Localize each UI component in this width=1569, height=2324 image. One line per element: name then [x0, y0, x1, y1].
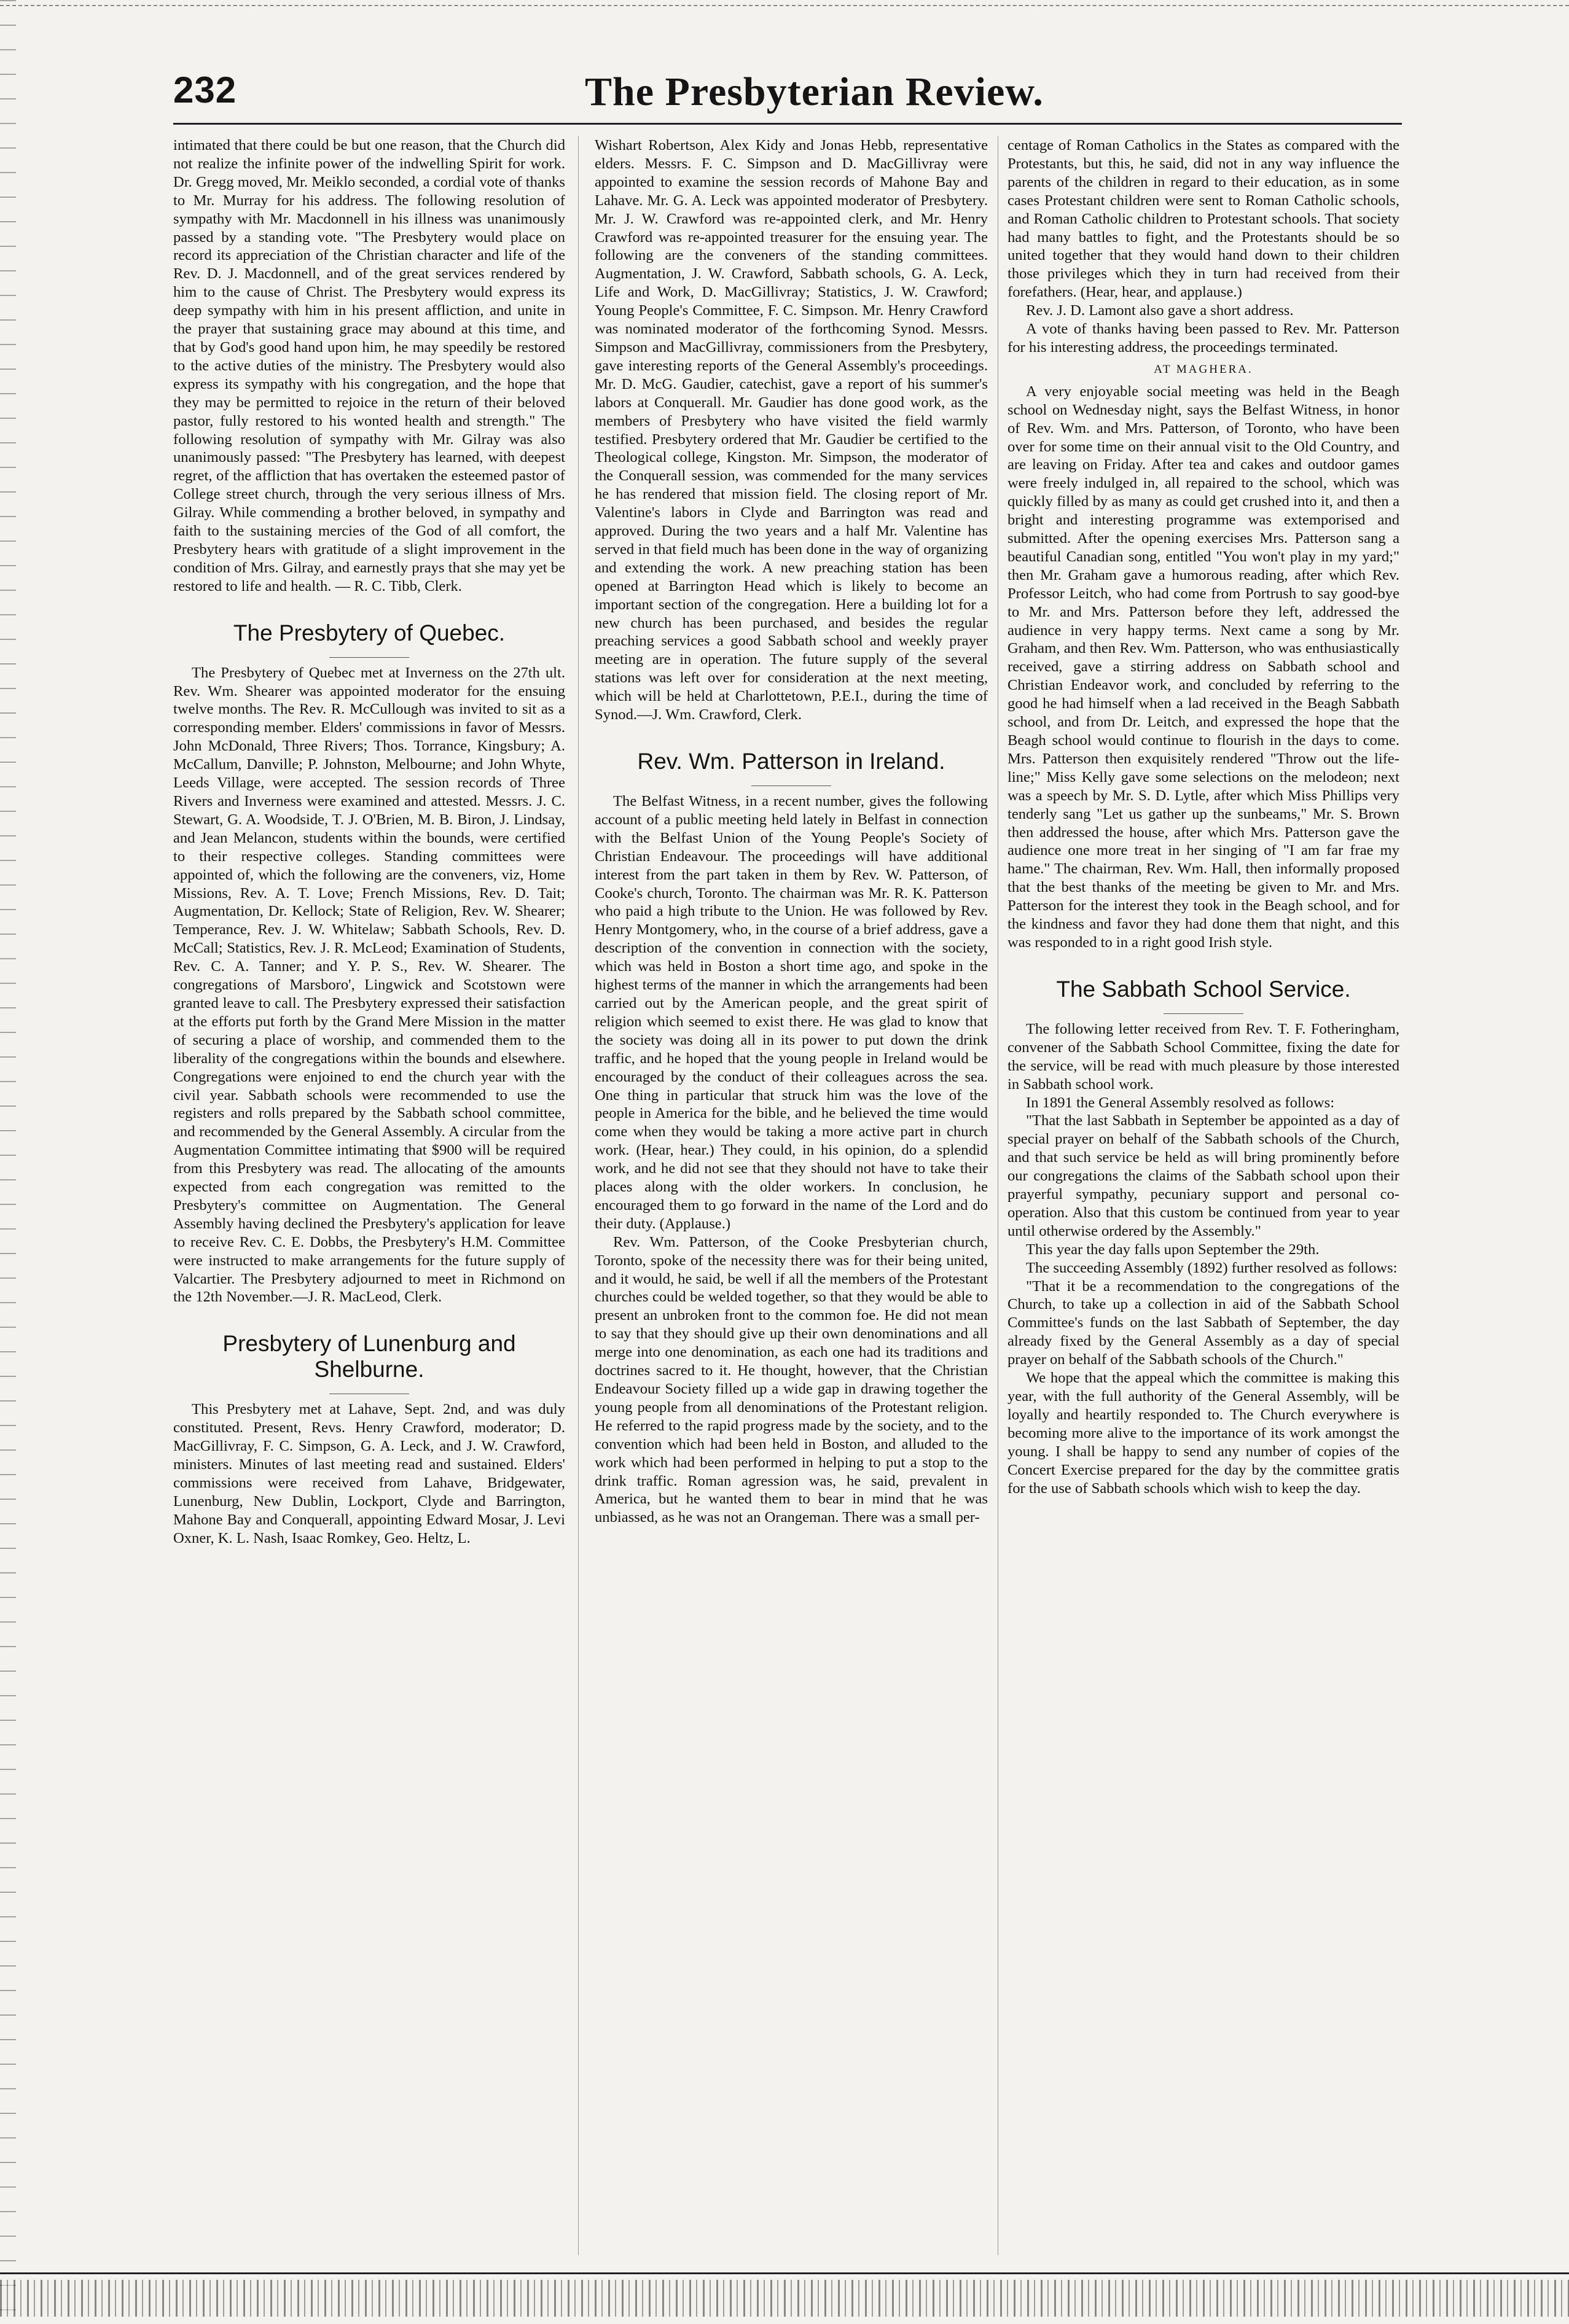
- paragraph: The Belfast Witness, in a recent number, gives the following account of a public meeting held lately in Belfast in connection with the Belfast Union of the Young People's Society of Christian Endeavour. The proceedings will have additional interest from the part taken in them by Rev. W. Patterson, of Cooke's church, Toronto. The chairman was Mr. R. K. Patterson who paid a high tribute to the Union. He was followed by Rev. Henry Montgomery, who, in the course of a brief address, gave a description of the convention in connection with the society, which was held in Boston a short time ago, and spoke in the highest terms of the manner in which the arrangements had been carried out by the American people, and the great spirit of religion which seemed to exist there. He was glad to know that the society was doing all in its power to put down the drink traffic, and he hoped that the young people in Ireland would be encouraged by the conduct of their colleagues across the sea. One thing in particular that struck him was the love of the people in America for the bible, and he believed the time would come when they would be taking a more active part in church work. (Hear, hear.) They could, in his opinion, do a splendid work, and he did not see that they should not have to take their places along with the older workers. In conclusion, he encouraged them to go forward in the name of the Lord and do their duty. (Applause.): [595, 793, 988, 1232]
- article-title: Presbytery of Lunenburg and Shelburne.: [222, 1331, 516, 1382]
- title-underline: [329, 657, 409, 658]
- column-separator: [578, 136, 579, 2255]
- paragraph: A very enjoyable social meeting was held in the Beagh school on Wednesday night, says the Belfast Witness, in honor of Rev. Wm. and Mrs. Patterson, of Toronto, who have been over for some time on their annual visit to the Old Country, and are leaving on Friday. After tea and cakes and outdoor games were freely indulged in, all repaired to the school, which was quickly filled by as many as could get crushed into it, and then a bright and interesting programme was extemporised and submitted. After the opening exercises Mrs. Patterson sang a beautiful Canadian song, entitled "You won't play in my yard;" then Mr. Graham gave a humorous reading, after which Rev. Professor Leitch, who had come from Portrush to say good-bye to Mr. and Mrs. Patterson before they left, addressed the audience in very happy terms. Next came a song by Mr. Graham, and then Rev. Wm. Patterson, who was enthusiastically received, gave a stirring address on Sabbath school and Christian Endeavor work, and concluded by referring to the good he had himself when a lad received in the Beagh Sabbath school, and from Dr. Leitch, and expressed the hope that the Beagh school would continue to flourish in the days to come. Mrs. Patterson then exquisitely rendered "Throw out the life-line;" Miss Kelly gave some selections on the melodeon; next was a speech by Mr. S. D. Lytle, after which Miss Phillips very tenderly sang "Let us gather up the sunbeams," Mr. S. Brown then addressed the house, after which Mrs. Patterson gave the audience one more treat in her singing of "I am far frae my hame." The chairman, Rev. Wm. Hall, then informally proposed that the best thanks of the meeting be given to Mr. and Mrs. Patterson for the interest they took in the Beagh school, and for the kindness and favor they had done them that night, and this was responded to in a right good Irish style.: [1008, 383, 1399, 951]
- column-3: [1008, 136, 1399, 2258]
- paragraph: intimated that there could be but one reason, that the Church did not realize the infinite power of the indwelling Spirit for work. Dr. Gregg moved, Mr. Meiklo seconded, a cordial vote of thanks to Mr. Murray for his address. The following resolution of sympathy with Mr. Macdonnell in his illness was unanimously passed by a standing vote. "The Presbytery would place on record its appreciation of the Christian character and life of the Rev. D. J. Macdonnell, and of the great services rendered by him to the cause of Christ. The Presbytery would express its deep sympathy with him in his present affliction, and unite in the prayer that sustaining grace may abound at this time, and that by God's good hand upon him, he may speedily be restored to the active duties of the ministry. The Presbytery would also express its sympathy with his congregation, and the hope that they may be permitted to rejoice in the return of their beloved pastor, fully restored to his wonted health and strength." The following resolution of sympathy with Mr. Gilray was also unanimously passed: "The Presbytery has learned, with deepest regret, of the affliction that has overtaken the esteemed pastor of College street church, through the very serious illness of Mrs. Gilray. While commending a brother beloved, in sympathy and faith to the sustaining mercies of the God of all comfort, the Presbytery hears with gratitude of a slight improvement in the condition of Mrs. Gilray, and earnestly prays that she may yet be restored to life and health. — R. C. Tibb, Clerk.: [173, 137, 565, 595]
- paragraph: Rev. Wm. Patterson, of the Cooke Presbyterian church, Toronto, spoke of the necessity there was for their being united, and it would, he said, be well if all the members of the Protestant churches could be welded together, so that they would be able to present an unbroken front to the common foe. He did not mean to say that they should give up their own denominations and all merge into one denomination, as each one had its traditions and doctrines sacred to it. He thought, however, that the Christian Endeavour Society filled up a wide gap in drawing together the young people from all denominations of the Protestant religion. He referred to the rapid progress made by the society, and to the convention which had been held in Boston, and alluded to the work which had been performed in helping to put a stop to the drink traffic. Roman agression was, he said, prevalent in America, but he wanted them to bear in mind that he was unbiassed, as he was not an Orangeman. There was a small per-: [595, 1233, 988, 1526]
- paragraph: The succeeding Assembly (1892) further resolved as follows:: [1026, 1259, 1398, 1276]
- article-title: The Sabbath School Service.: [1056, 976, 1351, 1002]
- paragraph: The Presbytery of Quebec met at Inverness on the 27th ult. Rev. Wm. Shearer was appointed moderator for the ensuing twelve months. The Rev. R. McCullough was invited to sit as a corresponding member. Elders' commissions in favor of Messrs. John McDonald, Three Rivers; Thos. Torrance, Kingsbury; A. McCallum, Danville; P. Johnston, Melbourne; and John Whyte, Leeds Village, were accepted. The session records of Three Rivers and Inverness were examined and attested. Messrs. J. C. Stewart, G. A. Woodside, T. J. O'Brien, M. B. Biron, J. Lindsay, and Jean Melancon, students within the bounds, were certified to their respective colleges. Standing committees were appointed of, which the following are the conveners, viz, Home Missions, Rev. A. T. Love; French Missions, Rev. D. Tait; Augmentation, Dr. Kellock; State of Religion, Rev. W. Shearer; Temperance, Rev. J. W. Whitelaw; Sabbath Schools, Rev. D. McCall; Statistics, Rev. J. R. McLeod; Examination of Students, Rev. C. A. Tanner; and Y. P. S., Rev. W. Shearer. The congregations of Marsboro', Lingwick and Scotstown were granted leave to call. The Presbytery expressed their satisfaction at the efforts put forth by the Grand Mere Mission in the matter of securing a place of worship, and commended them to the liberality of the congregations within the bounds and elsewhere. Congregations were enjoined to end the church year with the civil year. Sabbath schools were recommended to use the registers and rolls prepared by the Sabbath school committee, and recommended by the General Assembly. A circular from the Augmentation Committee intimating that $900 will be required from this Presbytery was read. The allocating of the amounts expected from each congregation was remitted to the Presbytery's committee on Augmentation. The General Assembly having declined the Presbytery's application for leave to receive Rev. C. E. Dobbs, the Presbytery's H.M. Committee were instructed to make arrangements for the future supply of Valcartier. The Presbytery adjourned to meet in Richmond on the 12th November.—J. R. MacLeod, Clerk.: [173, 664, 565, 1306]
- paragraph: This Presbytery met at Lahave, Sept. 2nd, and was duly constituted. Present, Revs. Henry Crawford, moderator; D. MacGillivray, F. C. Simpson, G. A. Leck, and J. W. Crawford, ministers. Minutes of last meeting read and sustained. Elders' commissions were received from Lahave, Bridgewater, Lunenburg, New Dublin, Lockport, Clyde and Barrington, Mahone Bay and Conquerall, appointing Edward Mosar, J. Levi Oxner, K. L. Nash, Isaac Romkey, Geo. Heltz, L.: [173, 1401, 565, 1546]
- column-1: [173, 136, 565, 2258]
- header-rule: [173, 123, 1402, 125]
- journal-title: The Presbyterian Review.: [585, 69, 1044, 114]
- paragraph: "That it be a recommendation to the congregations of the Church, to take up a collection in aid of the Sabbath School Committee's funds on the last Sabbath of September, the day already fixed by the General Assembly as a day of special prayer on behalf of the Sabbath schools of the Church.": [1008, 1277, 1399, 1368]
- article-title: Rev. Wm. Patterson in Ireland.: [637, 749, 945, 774]
- paragraph: "That the last Sabbath in September be appointed as a day of special prayer on behalf of the Sabbath schools of the Church, and that such service be held as will bring prominently before our congregations the claims of the Sabbath school upon their prayerful sympathy, pecuniary support and personal co-operation. Also that this custom be continued from year to year until otherwise ordered by the Assembly.": [1008, 1112, 1399, 1239]
- paragraph: Wishart Robertson, Alex Kidy and Jonas Hebb, representative elders. Messrs. F. C. Simpson and D. MacGillivray were appointed to examine the session records of Mahone Bay and Lahave. Mr. G. A. Leck was appointed moderator of Presbytery. Mr. J. W. Crawford was re-appointed clerk, and Mr. Henry Crawford was re-appointed treasurer for the ensuing year. The following are the conveners of the standing committees. Augmentation, J. W. Crawford, Sabbath schools, G. A. Leck, Life and Work, D. MacGillivray; Statistics, J. W. Crawford; Young People's Committee, F. C. Simpson. Mr. Henry Crawford was nominated moderator of the forthcoming Synod. Messrs. Simpson and MacGillivray, commissioners from the Presbytery, gave interesting reports of the General Assembly's proceedings. Mr. D. McG. Gaudier, catechist, gave a report of his summer's labors at Conquerall. Mr. Gaudier has done good work, as the members of Presbytery who have visited the field warmly testified. Presbytery ordered that Mr. Gaudier be certified to the Theological college, Kingston. Mr. Simpson, the moderator of the Conquerall session, was commended for the many services he has rendered that mission field. The closing report of Mr. Valentine's labors in Clyde and Barrington was read and approved. During the two years and a half Mr. Valentine has served in that field much has been done in the way of organizing and extending the work. A new preaching station has been opened at Barrington Head which is likely to become an important section of the congregation. Here a building lot for a new church has been purchased, and besides the regular preaching services a good Sabbath school and weekly prayer meeting are in operation. The future supply of the several stations was left over for consideration at the next meeting, which will be held at Charlottetown, P.E.I., during the time of Synod.—J. Wm. Crawford, Clerk.: [595, 137, 988, 723]
- section-label: AT MAGHERA.: [1154, 362, 1253, 376]
- page-left-edge: [0, 0, 16, 2324]
- paragraph: This year the day falls upon September the 29th.: [1026, 1241, 1320, 1258]
- paragraph: Rev. J. D. Lamont also gave a short address.: [1026, 302, 1294, 319]
- scan-edge-strip: [0, 2280, 1569, 2317]
- page-header: [173, 69, 1402, 124]
- paragraph: The following letter received from Rev. T. F. Fotheringham, convener of the Sabbath School Committee, fixing the date for the service, will be read with much pleasure by those interested in Sabbath school work.: [1008, 1020, 1399, 1093]
- paragraph: A vote of thanks having been passed to Rev. Mr. Patterson for his interesting address, the proceedings terminated.: [1008, 321, 1399, 356]
- paragraph: In 1891 the General Assembly resolved as follows:: [1026, 1094, 1335, 1111]
- column-2: [595, 136, 988, 2258]
- paragraph: We hope that the appeal which the committee is making this year, with the full authority of the General Assembly, will be loyally and heartily responded to. The Church everywhere is becoming more alive to the importance of its work amongst the young. I shall be happy to send any number of copies of the Concert Exercise prepared for the day by the committee gratis for the use of Sabbath schools which wish to keep the day.: [1008, 1370, 1399, 1497]
- page-number: 232: [173, 69, 237, 111]
- paragraph: centage of Roman Catholics in the States as compared with the Protestants, but this, he said, did not in any way influence the parents of the children in regard to their education, as in some cases Protestant children were sent to Roman Catholic schools, and Roman Catholic children to Protestant schools. That society had many battles to fight, and the Protestants should be so united together that they would hand down to their children those privileges which they in turn had received from their forefathers. (Hear, hear, and applause.): [1008, 137, 1399, 301]
- title-underline: [1164, 1013, 1243, 1014]
- bottom-edge-rule: [0, 2272, 1569, 2274]
- article-title: The Presbytery of Quebec.: [233, 620, 506, 645]
- top-edge-rule: [0, 5, 1569, 6]
